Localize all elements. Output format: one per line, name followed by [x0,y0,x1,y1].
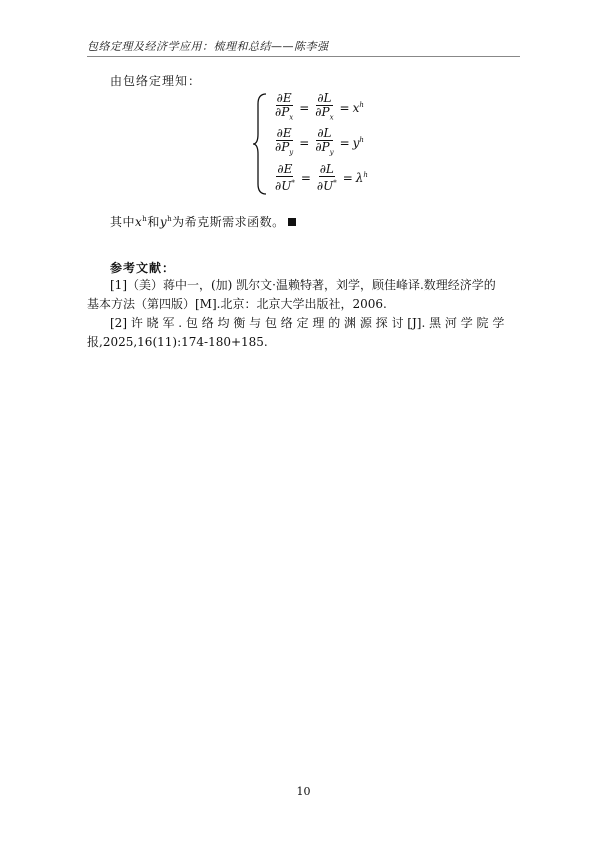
page-number: 10 [296,785,311,798]
fraction [274,127,294,159]
numerator: ∂E [276,125,292,140]
equals-sign: = [342,171,353,185]
equation-system [252,92,392,202]
fraction [314,127,334,159]
denominator: $\partial P_y$ [315,139,334,157]
equals-sign: = [300,171,311,185]
numerator: ∂E [277,162,293,176]
conclusion-and: 和 [147,215,160,229]
numerator: ∂E [276,90,292,105]
denominator: ∂U* [275,179,295,193]
reference-item [87,276,522,314]
numerator: ∂L [317,125,332,140]
reference-line: 基本方法（第四版）[M].北京：北京大学出版社，2006. [87,297,387,311]
reference-line: 报,2025,16(11):174-180+185. [87,335,268,349]
equals-sign: = [299,101,310,115]
equation-1 [272,92,364,124]
fraction [316,163,338,193]
variable-x: x [135,215,143,229]
conclusion-text: 其中$x^h$和$y^h$为希克斯需求函数。 [110,213,296,230]
conclusion-post: 为希克斯需求函数。 [172,215,285,229]
result-term: $x^h$ [352,101,364,115]
result-term: $\lambda^h$ [355,171,368,185]
denominator: ∂U* [316,179,337,193]
reference-line: [1]（美）蒋中一，(加) 凯尔文·温赖特著，刘学，顾佳峰译.数理经济学的 [110,278,496,292]
denominator: $\partial P_x$ [315,104,334,122]
reference-item [87,314,522,352]
left-brace [252,92,268,196]
reference-line: [2] 许 晓 军 . 包 络 均 衡 与 包 络 定 理 的 渊 源 探 讨 [J]. 黑 河 学 院 学 [110,316,505,330]
equals-sign: = [299,136,310,150]
header-rule [87,56,520,57]
intro-text: 由包络定理知： [110,74,202,88]
fraction [274,163,296,193]
equation-3 [272,162,368,194]
numerator: ∂L [317,90,332,105]
equation-2 [272,127,364,159]
fraction [314,92,334,124]
numerator: ∂L [319,162,334,176]
running-header: 包络定理及经济学应用：梳理和总结——陈李强 [87,40,329,53]
result-term: $y^h$ [352,136,364,150]
equals-sign: = [339,101,350,115]
denominator: $\partial P_x$ [275,104,294,122]
references-title: 参考文献： [110,261,176,275]
denominator: $\partial P_y$ [275,139,294,157]
equals-sign: = [339,136,350,150]
conclusion-pre: 其中 [110,215,136,229]
variable-y: y [159,215,168,229]
fraction [274,92,294,124]
end-of-proof-icon [288,218,296,226]
